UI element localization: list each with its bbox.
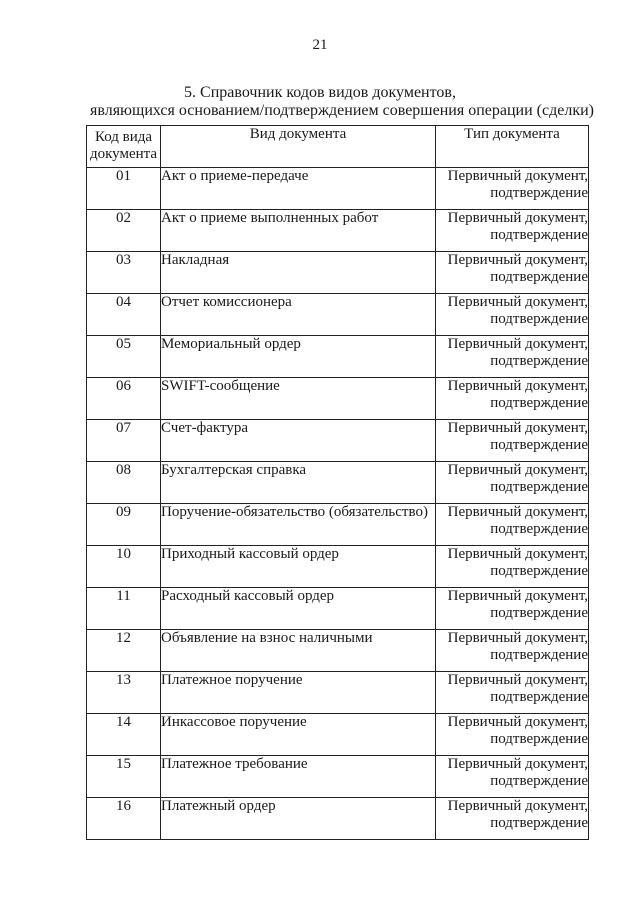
row-document-name: Мемориальный ордер: [161, 336, 436, 378]
row-type-line-2: подтверждение: [490, 773, 588, 789]
row-type-line-2: подтверждение: [490, 269, 588, 285]
row-document-type: [436, 714, 589, 756]
document-codes-table: [86, 125, 589, 840]
title-line-1: 5. Справочник кодов видов документов,: [184, 84, 456, 101]
row-type-line-2: подтверждение: [490, 731, 588, 747]
row-document-type: [436, 210, 589, 252]
row-type-line-2: подтверждение: [490, 353, 588, 369]
row-type-line-2: подтверждение: [490, 815, 588, 831]
row-type-line-2: подтверждение: [490, 563, 588, 579]
row-document-type: [436, 252, 589, 294]
table-row: [87, 756, 589, 798]
table-row: [87, 588, 589, 630]
row-document-type: [436, 168, 589, 210]
row-type-line-1: Первичный документ,: [447, 798, 588, 814]
row-code: 15: [87, 756, 161, 798]
row-type-line-1: Первичный документ,: [447, 504, 588, 520]
row-document-name: Платежное требование: [161, 756, 436, 798]
table-row: [87, 672, 589, 714]
row-code: 03: [87, 252, 161, 294]
row-type-line-1: Первичный документ,: [447, 462, 588, 478]
table-row: [87, 210, 589, 252]
row-document-type: [436, 756, 589, 798]
row-type-line-1: Первичный документ,: [447, 336, 588, 352]
row-type-line-1: Первичный документ,: [447, 588, 588, 604]
row-type-line-2: подтверждение: [490, 185, 588, 201]
row-document-name: Поручение-обязательство (обязательство): [161, 504, 436, 546]
row-document-type: [436, 378, 589, 420]
row-code: 07: [87, 420, 161, 462]
page-number: 21: [312, 37, 328, 53]
row-code: 02: [87, 210, 161, 252]
row-document-type: [436, 588, 589, 630]
row-code: 04: [87, 294, 161, 336]
header-code-line-2: документа: [89, 146, 158, 162]
row-type-line-1: Первичный документ,: [447, 378, 588, 394]
row-document-type: [436, 798, 589, 840]
row-code: 13: [87, 672, 161, 714]
row-type-line-1: Первичный документ,: [447, 672, 588, 688]
row-type-line-2: подтверждение: [490, 605, 588, 621]
row-type-line-1: Первичный документ,: [447, 210, 588, 226]
row-type-line-2: подтверждение: [490, 227, 588, 243]
row-document-type: [436, 504, 589, 546]
row-type-line-2: подтверждение: [490, 479, 588, 495]
row-type-line-1: Первичный документ,: [447, 294, 588, 310]
row-document-name: Накладная: [161, 252, 436, 294]
row-type-line-1: Первичный документ,: [447, 252, 588, 268]
row-document-type: [436, 420, 589, 462]
header-row: [87, 126, 589, 168]
table-row: [87, 504, 589, 546]
row-document-name: Объявление на взнос наличными: [161, 630, 436, 672]
header-type: Тип документа: [436, 126, 589, 168]
row-type-line-2: подтверждение: [490, 689, 588, 705]
row-type-line-1: Первичный документ,: [447, 630, 588, 646]
row-document-name: Отчет комиссионера: [161, 294, 436, 336]
table-row: [87, 714, 589, 756]
row-code: 11: [87, 588, 161, 630]
row-document-name: Счет-фактура: [161, 420, 436, 462]
row-code: 14: [87, 714, 161, 756]
row-type-line-1: Первичный документ,: [447, 546, 588, 562]
table-row: [87, 462, 589, 504]
row-type-line-1: Первичный документ,: [447, 420, 588, 436]
table-row: [87, 420, 589, 462]
document-title: [0, 84, 640, 120]
table-row: [87, 168, 589, 210]
table-header: [87, 126, 589, 168]
table-row: [87, 294, 589, 336]
row-code: 16: [87, 798, 161, 840]
row-type-line-1: Первичный документ,: [447, 714, 588, 730]
table-row: [87, 630, 589, 672]
row-type-line-2: подтверждение: [490, 395, 588, 411]
table-row: [87, 378, 589, 420]
row-document-name: Приходный кассовый ордер: [161, 546, 436, 588]
table-body: [87, 168, 589, 840]
header-code-line-1: Код вида: [94, 129, 153, 145]
row-code: 05: [87, 336, 161, 378]
row-code: 08: [87, 462, 161, 504]
table-row: [87, 336, 589, 378]
row-type-line-2: подтверждение: [490, 311, 588, 327]
row-type-line-2: подтверждение: [490, 647, 588, 663]
header-name: Вид документа: [161, 126, 436, 168]
table-row: [87, 546, 589, 588]
row-document-type: [436, 672, 589, 714]
row-code: 01: [87, 168, 161, 210]
row-code: 06: [87, 378, 161, 420]
row-document-name: Акт о приеме-передаче: [161, 168, 436, 210]
row-document-name: Платежный ордер: [161, 798, 436, 840]
row-document-name: Инкассовое поручение: [161, 714, 436, 756]
row-document-type: [436, 294, 589, 336]
row-type-line-2: подтверждение: [490, 437, 588, 453]
row-document-type: [436, 630, 589, 672]
header-code: [87, 126, 161, 168]
table-row: [87, 252, 589, 294]
row-document-type: [436, 336, 589, 378]
row-code: 09: [87, 504, 161, 546]
row-document-name: Платежное поручение: [161, 672, 436, 714]
row-document-name: Расходный кассовый ордер: [161, 588, 436, 630]
row-code: 10: [87, 546, 161, 588]
row-type-line-1: Первичный документ,: [447, 168, 588, 184]
row-document-type: [436, 546, 589, 588]
row-type-line-2: подтверждение: [490, 521, 588, 537]
row-code: 12: [87, 630, 161, 672]
row-document-name: Акт о приеме выполненных работ: [161, 210, 436, 252]
row-document-name: Бухгалтерская справка: [161, 462, 436, 504]
table-row: [87, 798, 589, 840]
row-document-name: SWIFT-сообщение: [161, 378, 436, 420]
row-type-line-1: Первичный документ,: [447, 756, 588, 772]
row-document-type: [436, 462, 589, 504]
title-line-2: являющихся основанием/подтверждением совершения операции (сделки): [90, 102, 594, 119]
